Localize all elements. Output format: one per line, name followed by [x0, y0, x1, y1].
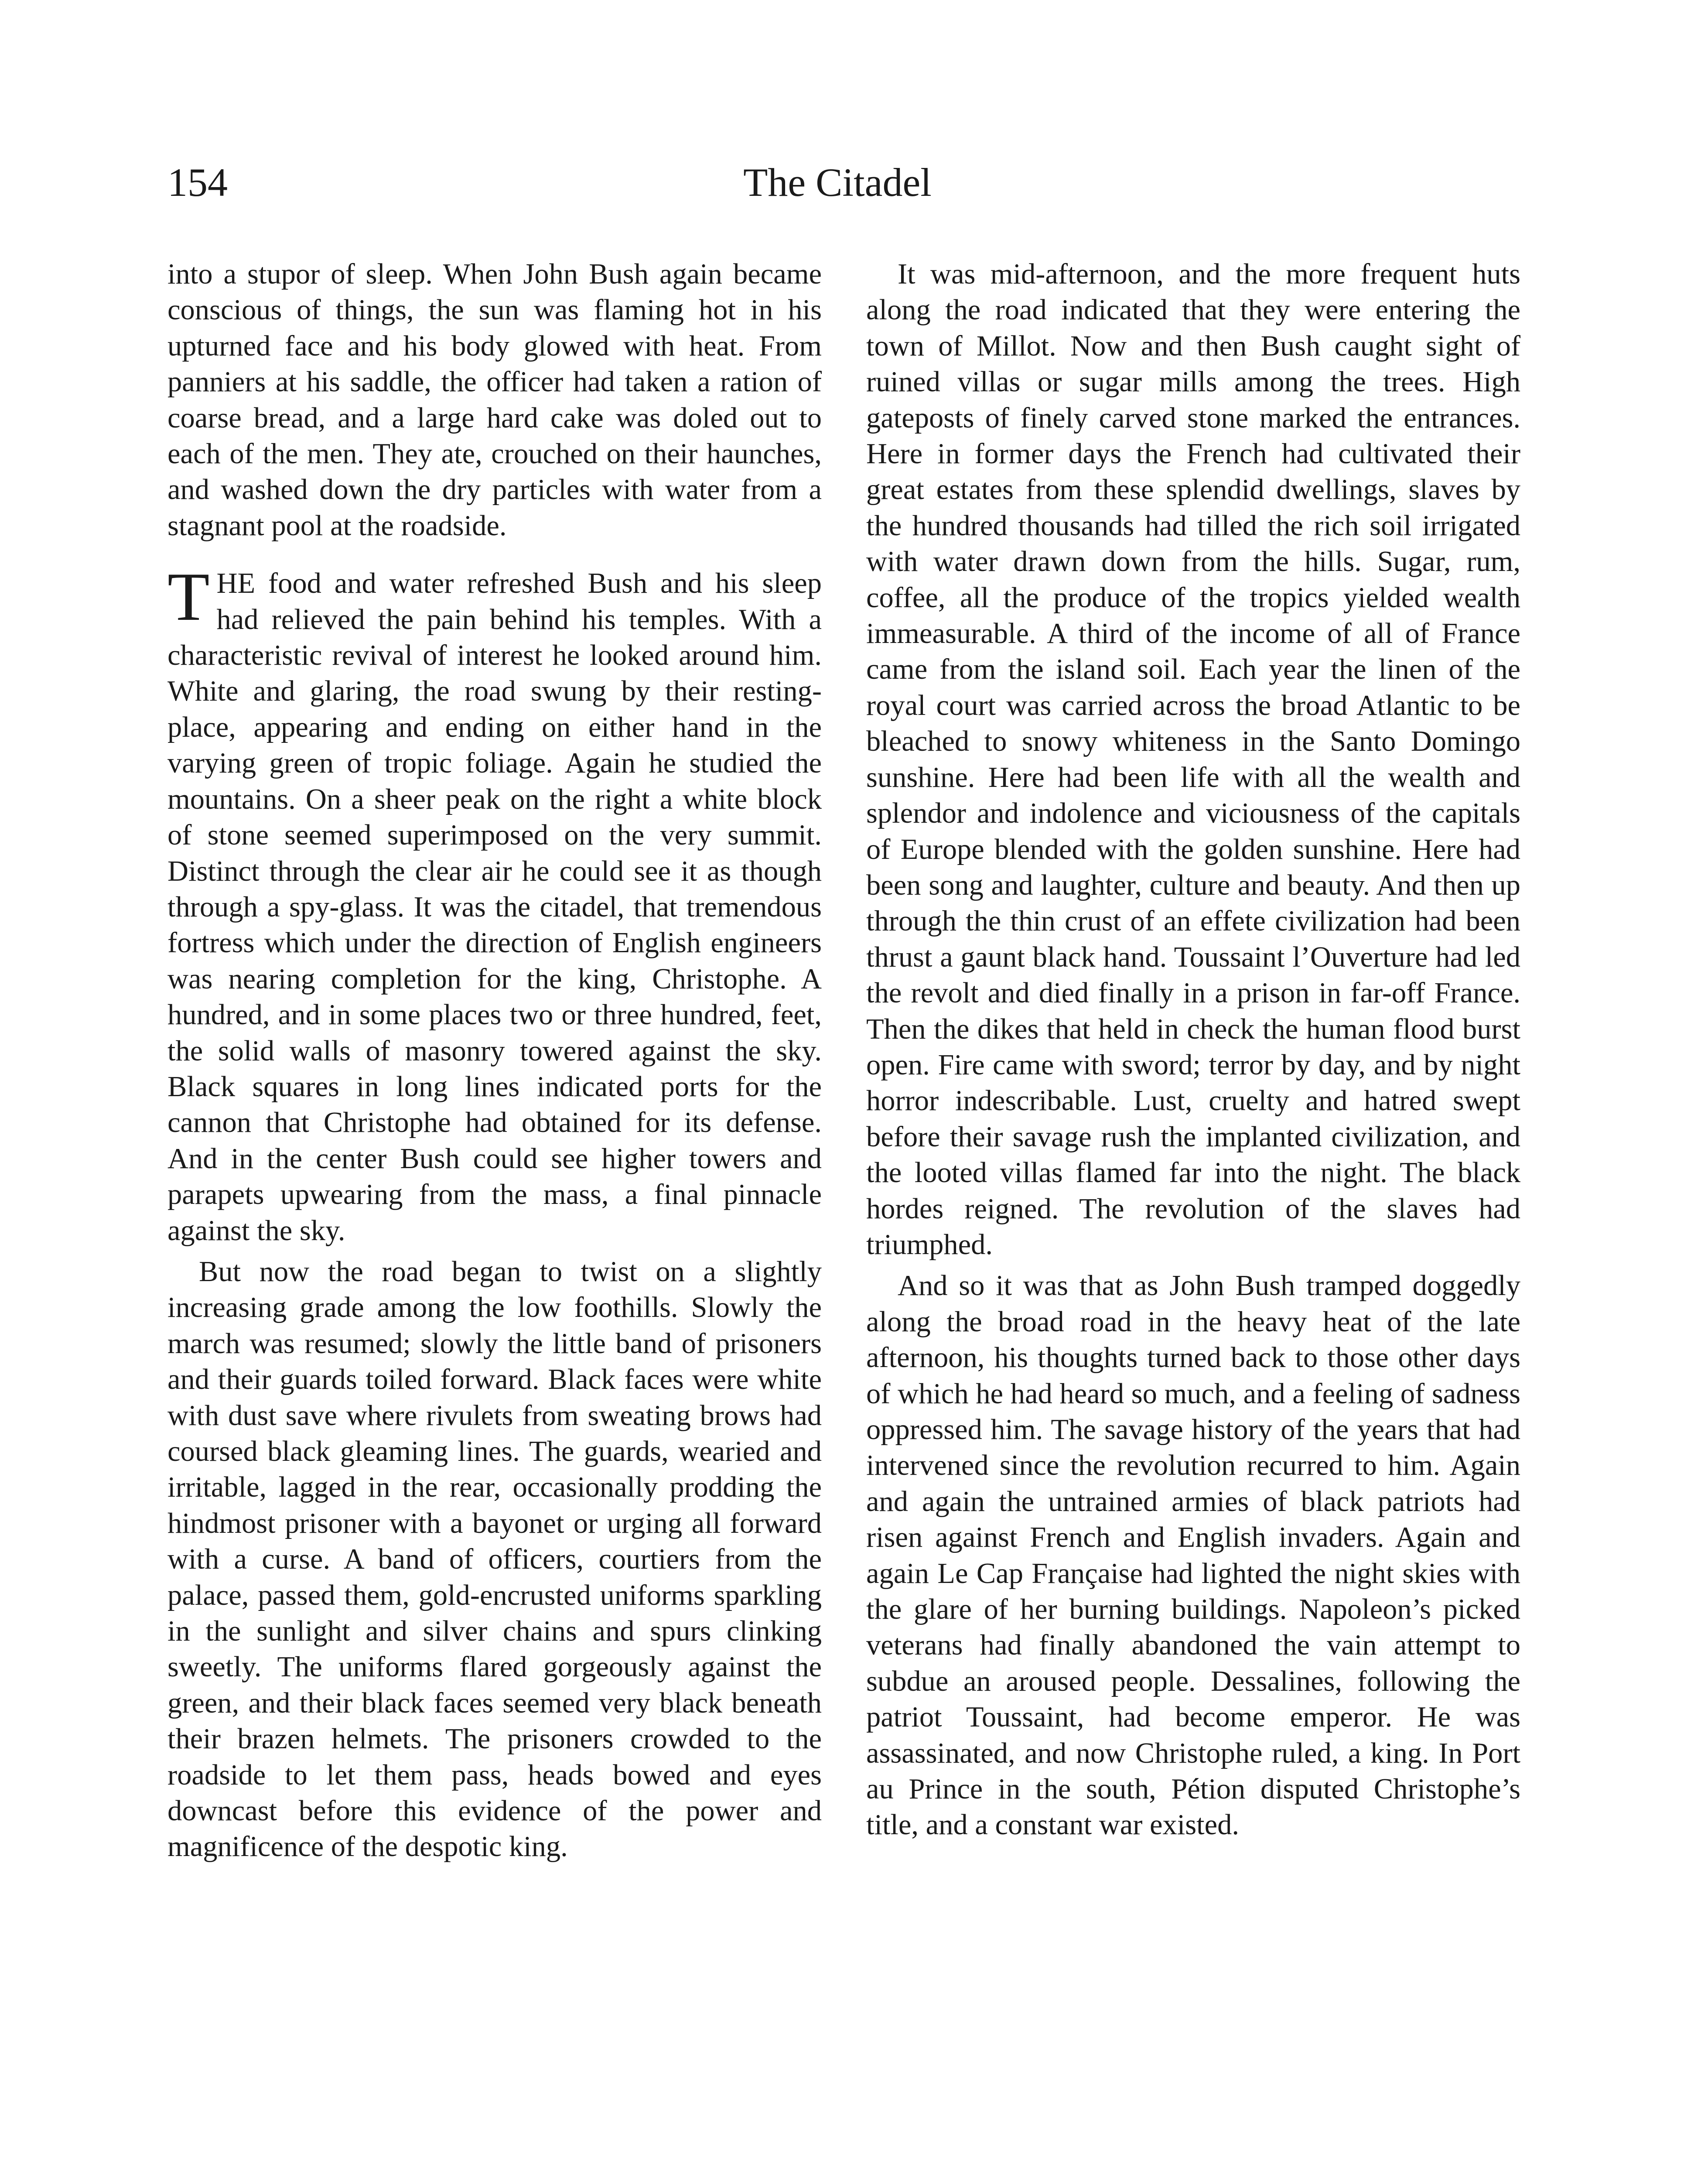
- paragraph: It was mid-afternoon, and the more frequent huts along the road indicated that they were entering the town of Millot. Now and then Bush caught sight of ruined villas or sugar mills among the trees. High gateposts of finely carved stone marked the entrances. Here in former days the French had cultivated their great estates from these splendid dwellings, slaves by the hundred thousands had tilled the rich soil irrigated with water drawn down from the hills. Sugar, rum, coffee, all the produce of the tropics yielded wealth immeasurable. A third of the income of all of France came from the island soil. Each year the linen of the royal court was carried across the broad Atlantic to be bleached to snowy whiteness in the Santo Domingo sunshine. Here had been life with all the wealth and splendor and indolence and viciousness of the capitals of Europe blended with the golden sunshine. Here had been song and laughter, culture and beauty. And then up through the thin crust of an effete civilization had been thrust a gaunt black hand. Toussaint l’Ouverture had led the revolt and died finally in a prison in far-off France. Then the dikes that held in check the human flood burst open. Fire came with sword; terror by day, and by night horror indescribable. Lust, cruelty and hatred swept before their savage rush the implanted civilization, and the looted villas flamed far into the night. The black hordes reigned. The revolution of the slaves had triumphed.: [866, 258, 1520, 1261]
- right-column: [866, 256, 1520, 1843]
- page-number: 154: [167, 160, 228, 205]
- drop-cap: T: [167, 559, 210, 636]
- left-column: [167, 256, 822, 1865]
- paragraph: But now the road began to twist on a slightly increasing grade among the low foothills. Slowly the march was resumed; slowly the little band of prisoners and their guards toiled forward. Black faces were white with dust save where rivulets from sweating brows had coursed black gleaming lines. The guards, wearied and irritable, lagged in the rear, occasionally prodding the hindmost prisoner with a bayonet or urging all forward with a curse. A band of officers, courtiers from the palace, passed them, gold-encrusted uniforms sparkling in the sunlight and silver chains and spurs clinking sweetly. The uniforms flared gorgeously against the green, and their black faces seemed very black beneath their brazen helmets. The prisoners crowded to the roadside to let them pass, heads bowed and eyes downcast before this evidence of the power and magnificence of the despotic king.: [167, 1255, 822, 1863]
- paragraph: And so it was that as John Bush tramped doggedly along the broad road in the heavy heat of the late afternoon, his thoughts turned back to those other days of which he had heard so much, and a feeling of sadness oppressed him. The savage history of the years that had intervened since the revolution recurred to him. Again and again the untrained armies of black patriots had risen against French and English invaders. Again and again Le Cap Française had lighted the night skies with the glare of her burning buildings. Napoleon’s picked veterans had finally abandoned the vain attempt to subdue an aroused people. Dessalines, following the patriot Toussaint, had become emperor. He was assassinated, and now Christophe ruled, a king. In Port au Prince in the south, Pétion disputed Christophe’s title, and a constant war existed.: [866, 1270, 1520, 1841]
- paragraph-text: food and water refreshed Bush and his sleep had relieved the pain behind his temples. With a characteristic revival of interest he looked around him. White and glaring, the road swung by their resting-place, appearing and ending on either hand in the varying green of tropic foliage. Again he studied the mountains. On a sheer peak on the right a white block of stone seemed superimposed on the very summit. Distinct through the clear air he could see it as though through a spy-glass. It was the citadel, that tremendous fortress which under the direction of English engineers was nearing completion for the king, Christophe. A hundred, and in some places two or three hundred, feet, the solid walls of masonry towered against the sky. Black squares in long lines indicated ports for the cannon that Christophe had obtained for its defense. And in the center Bush could see higher towers and parapets upwearing from the mass, a final pinnacle against the sky.: [167, 567, 822, 1247]
- running-head-title: The Citadel: [743, 160, 932, 205]
- section-opening-paragraph: [167, 559, 822, 1249]
- small-caps-lead: HE: [216, 567, 256, 600]
- paragraph: into a stupor of sleep. When John Bush again became conscious of things, the sun was flaming hot in his upturned face and his body glowed with heat. From panniers at his saddle, the officer had taken a ration of coarse bread, and a large hard cake was doled out to each of the men. They ate, crouched on their haunches, and washed down the dry particles with water from a stagnant pool at the roadside.: [167, 258, 822, 542]
